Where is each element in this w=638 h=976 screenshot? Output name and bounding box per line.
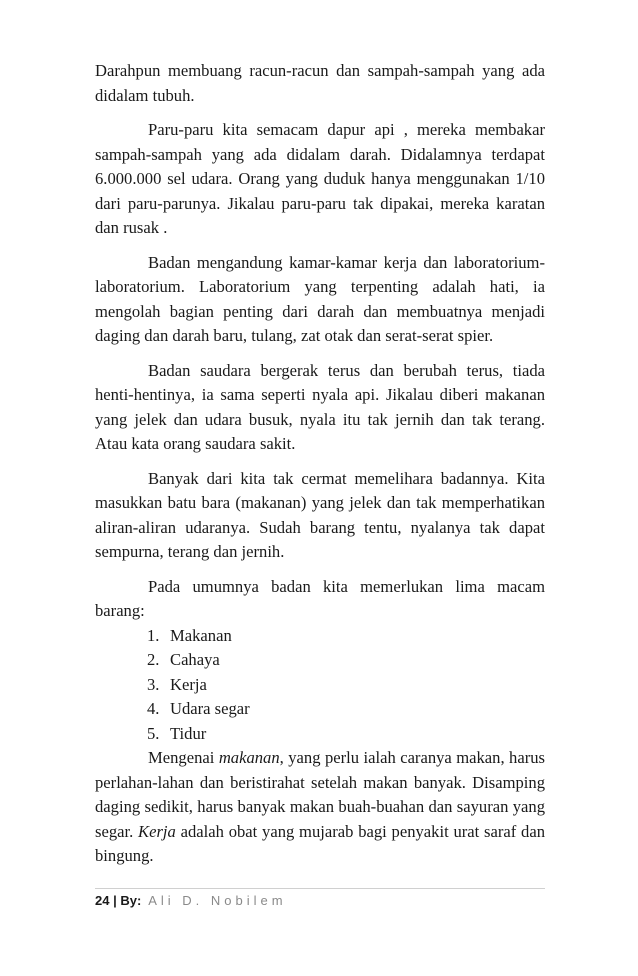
list-item-text: Kerja [170,674,207,694]
list-item [95,722,545,747]
paragraph-5: Banyak dari kita tak cermat memelihara badannya. Kita masukkan batu bara (makanan) yang jelek dan tak memperhatikan aliran-aliran udaranya. Sudah barang tentu, nyalanya tak dapat sempurna, terang dan jernih. [95,468,545,561]
list-item-number: 4. [147,699,160,718]
paragraph-6: Pada umumnya badan kita memerlukan lima macam barang: [95,576,545,620]
list-item-number: 3. [147,674,160,694]
closing-emphasis-kerja: Kerja [138,821,176,841]
list-item [95,673,545,698]
paragraph-1: Darahpun membuang racun-racun dan sampah-sampah yang ada didalam tubuh. [95,61,545,105]
list-item-number: 2. [147,650,160,669]
list-item [95,648,545,673]
paragraph-3: Badan mengandung kamar-kamar kerja dan laboratorium-laboratorium. Laboratorium yang terpenting adalah hati, ia mengolah bagian penting dari darah dan membuatnya menjadi daging dan darah baru, tulang, zat otak dan serat-serat spier. [95,252,545,345]
footer-separator: | [109,893,121,908]
list-item-text: Udara segar [170,699,250,718]
needs-list [95,624,545,747]
list-item-text: Cahaya [170,650,220,669]
list-item-number: 5. [147,723,160,743]
list-item-number: 1. [147,625,160,645]
footer-divider [95,888,545,889]
closing-text-2: , yang perlu ialah caranya makan, harus perlahan-lahan dan beristirahat setelah makan banyak. Disamping daging sedikit, harus banyak makan buah-buahan dan sayuran yang segar. [95,748,546,841]
list-item-text: Tidur [170,723,207,743]
page-body [95,59,545,879]
paragraph-4: Badan saudara bergerak terus dan berubah terus, tiada henti-hentinya, ia sama seperti nyala api. Jikalau diberi makanan yang jelek dan udara busuk, nyala itu tak jernih dan tak terang. Atau kata orang saudara sakit. [95,360,545,453]
closing-text-3: adalah obat yang mujarab bagi penyakit urat saraf dan bingung. [95,821,545,865]
paragraph-closing [95,746,545,869]
author-name: Ali D. Nobilem [141,893,287,908]
page-footer [95,893,287,908]
list-item-text: Makanan [170,625,232,645]
by-label: By: [120,893,142,908]
page-number: 24 [95,893,110,908]
closing-text-1: Mengenai [148,748,219,767]
paragraph-2: Paru-paru kita semacam dapur api , mereka membakar sampah-sampah yang ada didalam darah. Didalamnya terdapat 6.000.000 sel udara. Orang yang duduk hanya menggunakan 1/10 dari paru-parunya. Jikalau paru-paru tak dipakai, mereka karatan dan rusak . [95,120,545,237]
closing-emphasis-makanan: makanan [218,748,280,767]
list-item [95,624,545,649]
list-item [95,697,545,722]
